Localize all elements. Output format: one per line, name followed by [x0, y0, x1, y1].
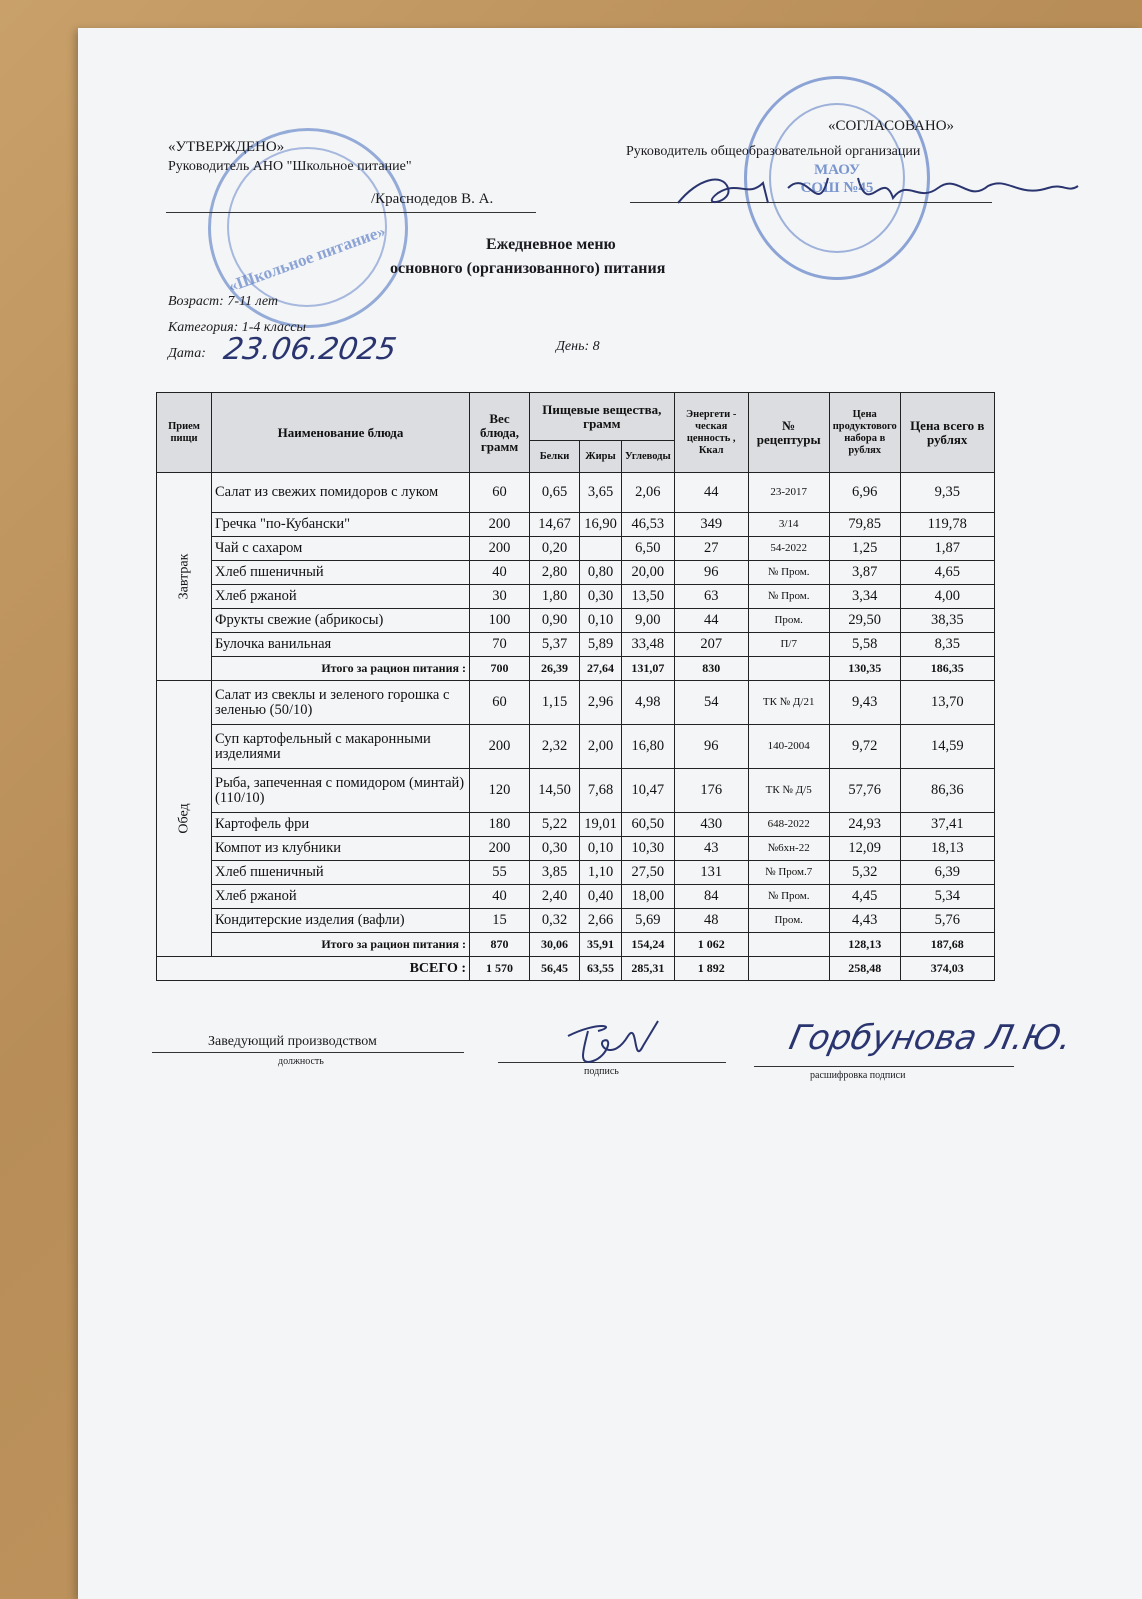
position-value: Заведующий производством [208, 1034, 377, 1049]
dish-protein: 2,32 [530, 725, 580, 769]
dish-kcal: 96 [674, 561, 748, 585]
dish-carbs: 6,50 [622, 537, 675, 561]
total-price-total: 187,68 [900, 933, 994, 957]
dish-weight: 180 [470, 813, 530, 837]
dish-name: Кондитерские изделия (вафли) [212, 909, 470, 933]
dish-recipe: 23-2017 [748, 473, 829, 513]
category-label: Категория: 1-4 классы [168, 320, 306, 335]
dish-price-set: 12,09 [829, 837, 900, 861]
dish-weight: 60 [470, 473, 530, 513]
total-price-total: 186,35 [900, 657, 994, 681]
dish-weight: 70 [470, 633, 530, 657]
dish-protein: 0,65 [530, 473, 580, 513]
dish-kcal: 207 [674, 633, 748, 657]
grand-total-row [157, 957, 995, 981]
dish-weight: 55 [470, 861, 530, 885]
signature-caption: подпись [584, 1066, 619, 1077]
dish-recipe: № Пром. [748, 885, 829, 909]
dish-price-set: 5,32 [829, 861, 900, 885]
dish-protein: 0,30 [530, 837, 580, 861]
total-price-set: 130,35 [829, 657, 900, 681]
dish-recipe: ТК № Д/21 [748, 681, 829, 725]
dish-carbs: 5,69 [622, 909, 675, 933]
dish-protein: 0,32 [530, 909, 580, 933]
dish-price-total: 6,39 [900, 861, 994, 885]
dish-carbs: 16,80 [622, 725, 675, 769]
dish-price-set: 3,34 [829, 585, 900, 609]
dish-kcal: 176 [674, 769, 748, 813]
dish-protein: 1,80 [530, 585, 580, 609]
total-price-set: 128,13 [829, 933, 900, 957]
dish-recipe: ТК № Д/5 [748, 769, 829, 813]
dish-recipe: 54-2022 [748, 537, 829, 561]
dish-kcal: 96 [674, 725, 748, 769]
approved-label: «УТВЕРЖДЕНО» [168, 139, 285, 155]
dish-fat: 2,00 [580, 725, 622, 769]
dish-name: Салат из свеклы и зеленого горошка с зеленью (50/10) [212, 681, 470, 725]
dish-price-total: 1,87 [900, 537, 994, 561]
dish-name: Рыба, запеченная с помидором (минтай) (110/10) [212, 769, 470, 813]
lunch-meal-label [157, 681, 212, 957]
dish-fat: 16,90 [580, 513, 622, 537]
grand-protein: 56,45 [530, 957, 580, 981]
total-kcal: 1 062 [674, 933, 748, 957]
dish-price-set: 79,85 [829, 513, 900, 537]
total-recipe [748, 657, 829, 681]
dish-protein: 2,40 [530, 885, 580, 909]
date-label: Дата: [168, 346, 206, 361]
dish-weight: 200 [470, 537, 530, 561]
grand-price-set: 258,48 [829, 957, 900, 981]
table-row [157, 681, 995, 725]
grand-kcal: 1 892 [674, 957, 748, 981]
dish-protein: 0,90 [530, 609, 580, 633]
dish-fat: 0,30 [580, 585, 622, 609]
dish-price-total: 9,35 [900, 473, 994, 513]
dish-price-set: 29,50 [829, 609, 900, 633]
dish-price-set: 9,72 [829, 725, 900, 769]
dish-carbs: 2,06 [622, 473, 675, 513]
decode-handwritten: Горбунова Л.Ю. [785, 1018, 1076, 1058]
dish-fat: 0,10 [580, 609, 622, 633]
dish-recipe: № Пром. [748, 585, 829, 609]
dish-price-total: 38,35 [900, 609, 994, 633]
header-name: Наименование блюда [212, 393, 470, 473]
dish-recipe: №6хн-22 [748, 837, 829, 861]
dish-kcal: 54 [674, 681, 748, 725]
dish-weight: 30 [470, 585, 530, 609]
table-row [157, 837, 995, 861]
dish-name: Чай с сахаром [212, 537, 470, 561]
dish-carbs: 4,98 [622, 681, 675, 725]
dish-price-total: 37,41 [900, 813, 994, 837]
header-price-total: Цена всего в рублях [900, 393, 994, 473]
dish-kcal: 44 [674, 609, 748, 633]
dish-kcal: 131 [674, 861, 748, 885]
page-title-line1: Ежедневное меню [486, 236, 616, 253]
dish-carbs: 27,50 [622, 861, 675, 885]
grand-total-section [157, 957, 995, 981]
dish-kcal: 430 [674, 813, 748, 837]
dish-recipe: 3/14 [748, 513, 829, 537]
dish-kcal: 63 [674, 585, 748, 609]
header-energy: Энергети - ческая ценность , Ккал [674, 393, 748, 473]
dish-weight: 60 [470, 681, 530, 725]
dish-kcal: 349 [674, 513, 748, 537]
dish-weight: 120 [470, 769, 530, 813]
dish-recipe: П/7 [748, 633, 829, 657]
header-meal: Прием пищи [157, 393, 212, 473]
dish-fat: 2,66 [580, 909, 622, 933]
table-row [157, 885, 995, 909]
dish-protein: 2,80 [530, 561, 580, 585]
dish-weight: 15 [470, 909, 530, 933]
date-value: 23.06.2025 [220, 332, 399, 367]
dish-carbs: 46,53 [622, 513, 675, 537]
dish-recipe: 648-2022 [748, 813, 829, 837]
dish-carbs: 18,00 [622, 885, 675, 909]
dish-weight: 40 [470, 561, 530, 585]
dish-weight: 40 [470, 885, 530, 909]
dish-name: Хлеб пшеничный [212, 561, 470, 585]
dish-protein: 3,85 [530, 861, 580, 885]
total-label: Итого за рацион питания : [212, 657, 470, 681]
agreed-label: «СОГЛАСОВАНО» [828, 118, 955, 134]
total-carbs: 154,24 [622, 933, 675, 957]
position-caption: должность [278, 1056, 324, 1067]
dish-price-set: 1,25 [829, 537, 900, 561]
dish-name: Булочка ванильная [212, 633, 470, 657]
signature-agreed [668, 158, 1088, 228]
lunch-section [157, 681, 995, 957]
table-row [157, 585, 995, 609]
dish-carbs: 20,00 [622, 561, 675, 585]
total-fat: 27,64 [580, 657, 622, 681]
total-protein: 26,39 [530, 657, 580, 681]
dish-recipe: 140-2004 [748, 725, 829, 769]
total-carbs: 131,07 [622, 657, 675, 681]
grand-weight: 1 570 [470, 957, 530, 981]
table-row [157, 537, 995, 561]
breakfast-section [157, 473, 995, 681]
dish-price-set: 4,45 [829, 885, 900, 909]
header-weight: Вес блюда, грамм [470, 393, 530, 473]
menu-table [156, 392, 995, 981]
age-label: Возраст: 7-11 лет [168, 294, 279, 309]
decode-caption: расшифровка подписи [810, 1070, 906, 1081]
approved-role: Руководитель АНО "Школьное питание" [168, 159, 412, 174]
total-weight: 700 [470, 657, 530, 681]
dish-price-total: 8,35 [900, 633, 994, 657]
dish-fat: 19,01 [580, 813, 622, 837]
page-title-line2: основного (организованного) питания [390, 260, 666, 277]
dish-protein: 14,67 [530, 513, 580, 537]
agreed-role: Руководитель общеобразовательной организации [626, 144, 921, 159]
table-row [157, 725, 995, 769]
table-row [157, 909, 995, 933]
table-row [157, 769, 995, 813]
dish-protein: 5,22 [530, 813, 580, 837]
dish-recipe: Пром. [748, 909, 829, 933]
day-label: День: 8 [556, 339, 600, 354]
dish-protein: 1,15 [530, 681, 580, 725]
dish-name: Хлеб ржаной [212, 585, 470, 609]
total-kcal: 830 [674, 657, 748, 681]
dish-kcal: 43 [674, 837, 748, 861]
dish-fat: 3,65 [580, 473, 622, 513]
dish-price-set: 24,93 [829, 813, 900, 837]
dish-kcal: 48 [674, 909, 748, 933]
dish-fat: 0,40 [580, 885, 622, 909]
header-recipe: № рецептуры [748, 393, 829, 473]
dish-weight: 200 [470, 725, 530, 769]
dish-fat: 2,96 [580, 681, 622, 725]
dish-protein: 5,37 [530, 633, 580, 657]
grand-carbs: 285,31 [622, 957, 675, 981]
table-row [157, 473, 995, 513]
dish-price-total: 5,34 [900, 885, 994, 909]
dish-price-total: 86,36 [900, 769, 994, 813]
total-fat: 35,91 [580, 933, 622, 957]
dish-recipe: № Пром. [748, 561, 829, 585]
dish-carbs: 33,48 [622, 633, 675, 657]
header-price-set: Цена продуктового набора в рублях [829, 393, 900, 473]
dish-fat: 0,10 [580, 837, 622, 861]
table-row [157, 633, 995, 657]
dish-price-set: 4,43 [829, 909, 900, 933]
dish-price-set: 57,76 [829, 769, 900, 813]
dish-name: Картофель фри [212, 813, 470, 837]
table-row [157, 861, 995, 885]
breakfast-meal-text: Завтрак [176, 553, 192, 600]
total-label: Итого за рацион питания : [212, 933, 470, 957]
grand-recipe [748, 957, 829, 981]
document-page [78, 28, 1142, 1599]
table-row [157, 609, 995, 633]
dish-carbs: 13,50 [622, 585, 675, 609]
breakfast-meal-label [157, 473, 212, 681]
dish-name: Гречка "по-Кубански" [212, 513, 470, 537]
dish-carbs: 10,30 [622, 837, 675, 861]
dish-price-set: 3,87 [829, 561, 900, 585]
breakfast-total-row [157, 657, 995, 681]
dish-price-total: 13,70 [900, 681, 994, 725]
dish-fat: 0,80 [580, 561, 622, 585]
grand-fat: 63,55 [580, 957, 622, 981]
dish-name: Суп картофельный с макаронными изделиями [212, 725, 470, 769]
dish-kcal: 44 [674, 473, 748, 513]
total-recipe [748, 933, 829, 957]
dish-protein: 0,20 [530, 537, 580, 561]
dish-weight: 200 [470, 513, 530, 537]
dish-fat [580, 537, 622, 561]
header-fat: Жиры [580, 441, 622, 473]
dish-fat: 7,68 [580, 769, 622, 813]
signature-manager [558, 1016, 678, 1076]
table-row [157, 813, 995, 837]
header-nutrients: Пищевые вещества, грамм [530, 393, 675, 441]
dish-kcal: 84 [674, 885, 748, 909]
dish-name: Компот из клубники [212, 837, 470, 861]
total-weight: 870 [470, 933, 530, 957]
total-protein: 30,06 [530, 933, 580, 957]
dish-recipe: № Пром.7 [748, 861, 829, 885]
dish-weight: 200 [470, 837, 530, 861]
dish-price-total: 14,59 [900, 725, 994, 769]
dish-name: Хлеб пшеничный [212, 861, 470, 885]
dish-name: Салат из свежих помидоров с луком [212, 473, 470, 513]
stamp-right-text: МАОУ СОШ №45 [800, 162, 874, 196]
dish-name: Хлеб ржаной [212, 885, 470, 909]
header-protein: Белки [530, 441, 580, 473]
dish-weight: 100 [470, 609, 530, 633]
dish-price-total: 5,76 [900, 909, 994, 933]
dish-name: Фрукты свежие (абрикосы) [212, 609, 470, 633]
table-row [157, 513, 995, 537]
approved-name: /Краснодедов В. А. [371, 191, 494, 207]
dish-carbs: 60,50 [622, 813, 675, 837]
lunch-meal-text: Обед [176, 803, 192, 834]
header-carbs: Углеводы [622, 441, 675, 473]
dish-fat: 1,10 [580, 861, 622, 885]
dish-price-total: 119,78 [900, 513, 994, 537]
dish-price-total: 4,00 [900, 585, 994, 609]
dish-carbs: 9,00 [622, 609, 675, 633]
dish-price-set: 5,58 [829, 633, 900, 657]
lunch-total-row [157, 933, 995, 957]
dish-price-total: 18,13 [900, 837, 994, 861]
dish-carbs: 10,47 [622, 769, 675, 813]
dish-protein: 14,50 [530, 769, 580, 813]
stamp-left-text: «Школьное питание» [225, 221, 389, 296]
dish-price-set: 9,43 [829, 681, 900, 725]
dish-recipe: Пром. [748, 609, 829, 633]
dish-kcal: 27 [674, 537, 748, 561]
table-row [157, 561, 995, 585]
grand-price-total: 374,03 [900, 957, 994, 981]
grand-total-label: ВСЕГО : [157, 957, 470, 981]
dish-price-set: 6,96 [829, 473, 900, 513]
dish-price-total: 4,65 [900, 561, 994, 585]
dish-fat: 5,89 [580, 633, 622, 657]
